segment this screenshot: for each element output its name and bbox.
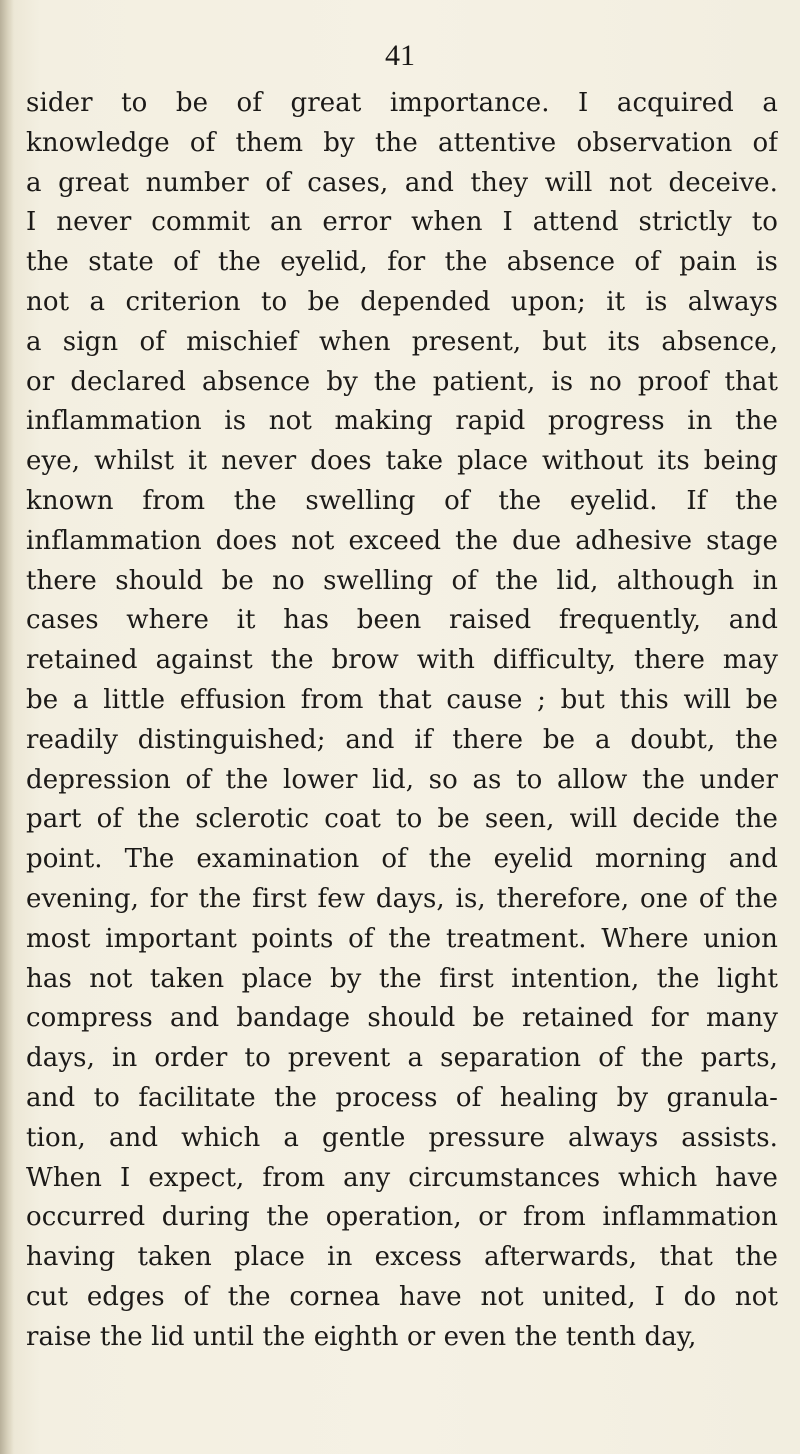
- text-line: cases where it has been raised frequently, and: [26, 605, 778, 636]
- text-line: eye, whilst it never does take place without its being: [26, 446, 778, 477]
- text-line: inflammation is not making rapid progress in the: [26, 406, 778, 437]
- text-line: evening, for the first few days, is, therefore, one of the: [26, 883, 778, 914]
- text-line: cut edges of the cornea have not united, I do not: [26, 1281, 778, 1312]
- page-number: 41: [385, 39, 415, 72]
- text-line: not a criterion to be depended upon; it is always: [26, 286, 778, 317]
- text-line: knowledge of them by the attentive observation of: [26, 127, 778, 158]
- text-line: compress and bandage should be retained for many: [26, 1003, 778, 1034]
- body-text: [26, 84, 778, 1358]
- text-line: having taken place in excess afterwards, that the: [26, 1242, 778, 1273]
- text-line: depression of the lower lid, so as to allow the under: [26, 764, 778, 795]
- text-line: most important points of the treatment. Where union: [26, 923, 778, 954]
- text-line: part of the sclerotic coat to be seen, will decide the: [26, 804, 778, 835]
- text-line: days, in order to prevent a separation of the parts,: [26, 1043, 778, 1074]
- text-line: or declared absence by the patient, is no proof that: [26, 366, 778, 397]
- text-line: readily distinguished; and if there be a doubt, the: [26, 724, 778, 755]
- page-gutter-shadow: [0, 0, 14, 1454]
- text-line: sider to be of great importance. I acquired a: [26, 88, 778, 118]
- text-line: known from the swelling of the eyelid. If the: [26, 485, 778, 516]
- text-line: When I expect, from any circumstances which have: [26, 1162, 778, 1193]
- text-line: raise the lid until the eighth or even the tenth day,: [26, 1321, 697, 1352]
- text-line: retained against the brow with difficulty, there may: [26, 645, 778, 676]
- text-line: the state of the eyelid, for the absence of pain is: [26, 247, 778, 278]
- text-line: a sign of mischief when present, but its absence,: [26, 326, 778, 357]
- text-line: be a little effusion from that cause ; but this will be: [26, 684, 778, 715]
- text-line: has not taken place by the first intention, the light: [26, 963, 778, 994]
- text-line: occurred during the operation, or from inflammation: [26, 1202, 778, 1233]
- text-line: inflammation does not exceed the due adhesive stage: [26, 525, 778, 556]
- text-line: a great number of cases, and they will not deceive.: [26, 167, 778, 198]
- text-line: and to facilitate the process of healing by granula-: [26, 1082, 778, 1113]
- text-line: point. The examination of the eyelid morning and: [26, 844, 778, 875]
- text-line: I never commit an error when I attend strictly to: [26, 207, 778, 238]
- text-line: there should be no swelling of the lid, although in: [26, 565, 778, 596]
- text-line: tion, and which a gentle pressure always assists.: [26, 1122, 778, 1153]
